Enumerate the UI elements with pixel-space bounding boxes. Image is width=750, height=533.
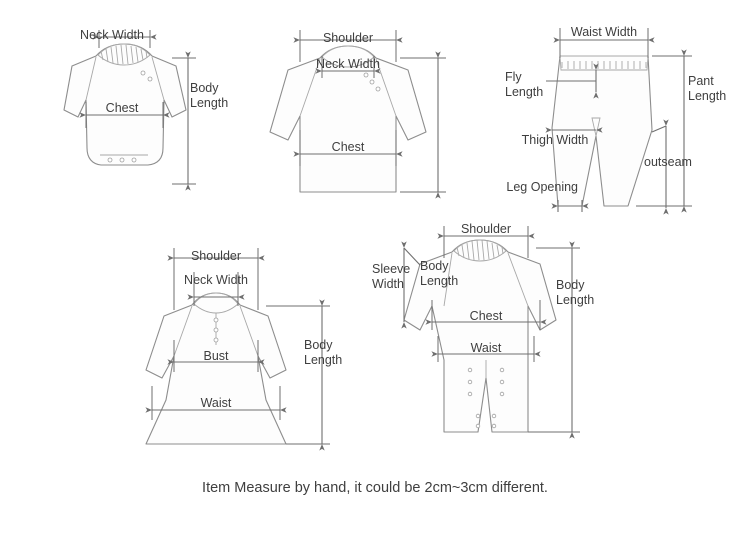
label-sleeve-width-overlay bbox=[372, 262, 420, 292]
text-body-length-3: Body Length bbox=[304, 338, 343, 367]
label-body-length-sweater-overlay bbox=[420, 259, 472, 289]
label-outseam-pants: outseam bbox=[644, 155, 692, 169]
label-neck-width-bodysuit: Neck Width bbox=[80, 28, 144, 42]
label-chest-romper: Chest bbox=[469, 309, 503, 323]
label-waist-dress: Waist bbox=[200, 396, 232, 410]
label-body-length-dress-overlay bbox=[304, 338, 348, 368]
text-body-length-4: Body Length bbox=[556, 278, 595, 307]
label-neck-width-dress: Neck Width bbox=[184, 273, 248, 287]
label-thigh-width-pants: Thigh Width bbox=[521, 133, 589, 147]
label-shoulder-sweater: Shoulder bbox=[322, 31, 374, 45]
label-waist-romper: Waist bbox=[470, 341, 502, 355]
label-bust-dress: Bust bbox=[203, 349, 229, 363]
label-neck-width-sweater: Neck Width bbox=[316, 57, 380, 71]
footer-caption: Item Measure by hand, it could be 2cm~3cm different. bbox=[202, 480, 548, 496]
text-body-length: Body Length bbox=[190, 81, 229, 110]
label-waist-width-pants: Waist Width bbox=[570, 25, 638, 39]
label-body-length-bodysuit-overlay bbox=[190, 81, 260, 111]
text-fly-length: Fly Length bbox=[505, 70, 544, 99]
label-fly-length-overlay bbox=[505, 70, 559, 100]
text-pant-length: Pant Length bbox=[688, 74, 727, 103]
label-pant-length-overlay bbox=[688, 74, 742, 104]
label-shoulder-dress: Shoulder bbox=[190, 249, 242, 263]
figure-long-sleeve-top bbox=[270, 30, 446, 192]
text-sleeve-width: Sleeve Width bbox=[372, 262, 411, 291]
label-body-length-romper-overlay bbox=[556, 278, 604, 308]
label-chest-sweater: Chest bbox=[331, 140, 365, 154]
label-leg-opening-pants: Leg Opening bbox=[506, 180, 578, 194]
figure-dress bbox=[146, 248, 330, 444]
figure-baby-bodysuit bbox=[64, 28, 196, 184]
figure-romper bbox=[374, 222, 580, 432]
label-chest-bodysuit: Chest bbox=[105, 101, 139, 115]
label-shoulder-romper: Shoulder bbox=[460, 222, 512, 236]
text-body-length-2: Body Length bbox=[420, 259, 459, 288]
figure-pants bbox=[506, 25, 692, 212]
